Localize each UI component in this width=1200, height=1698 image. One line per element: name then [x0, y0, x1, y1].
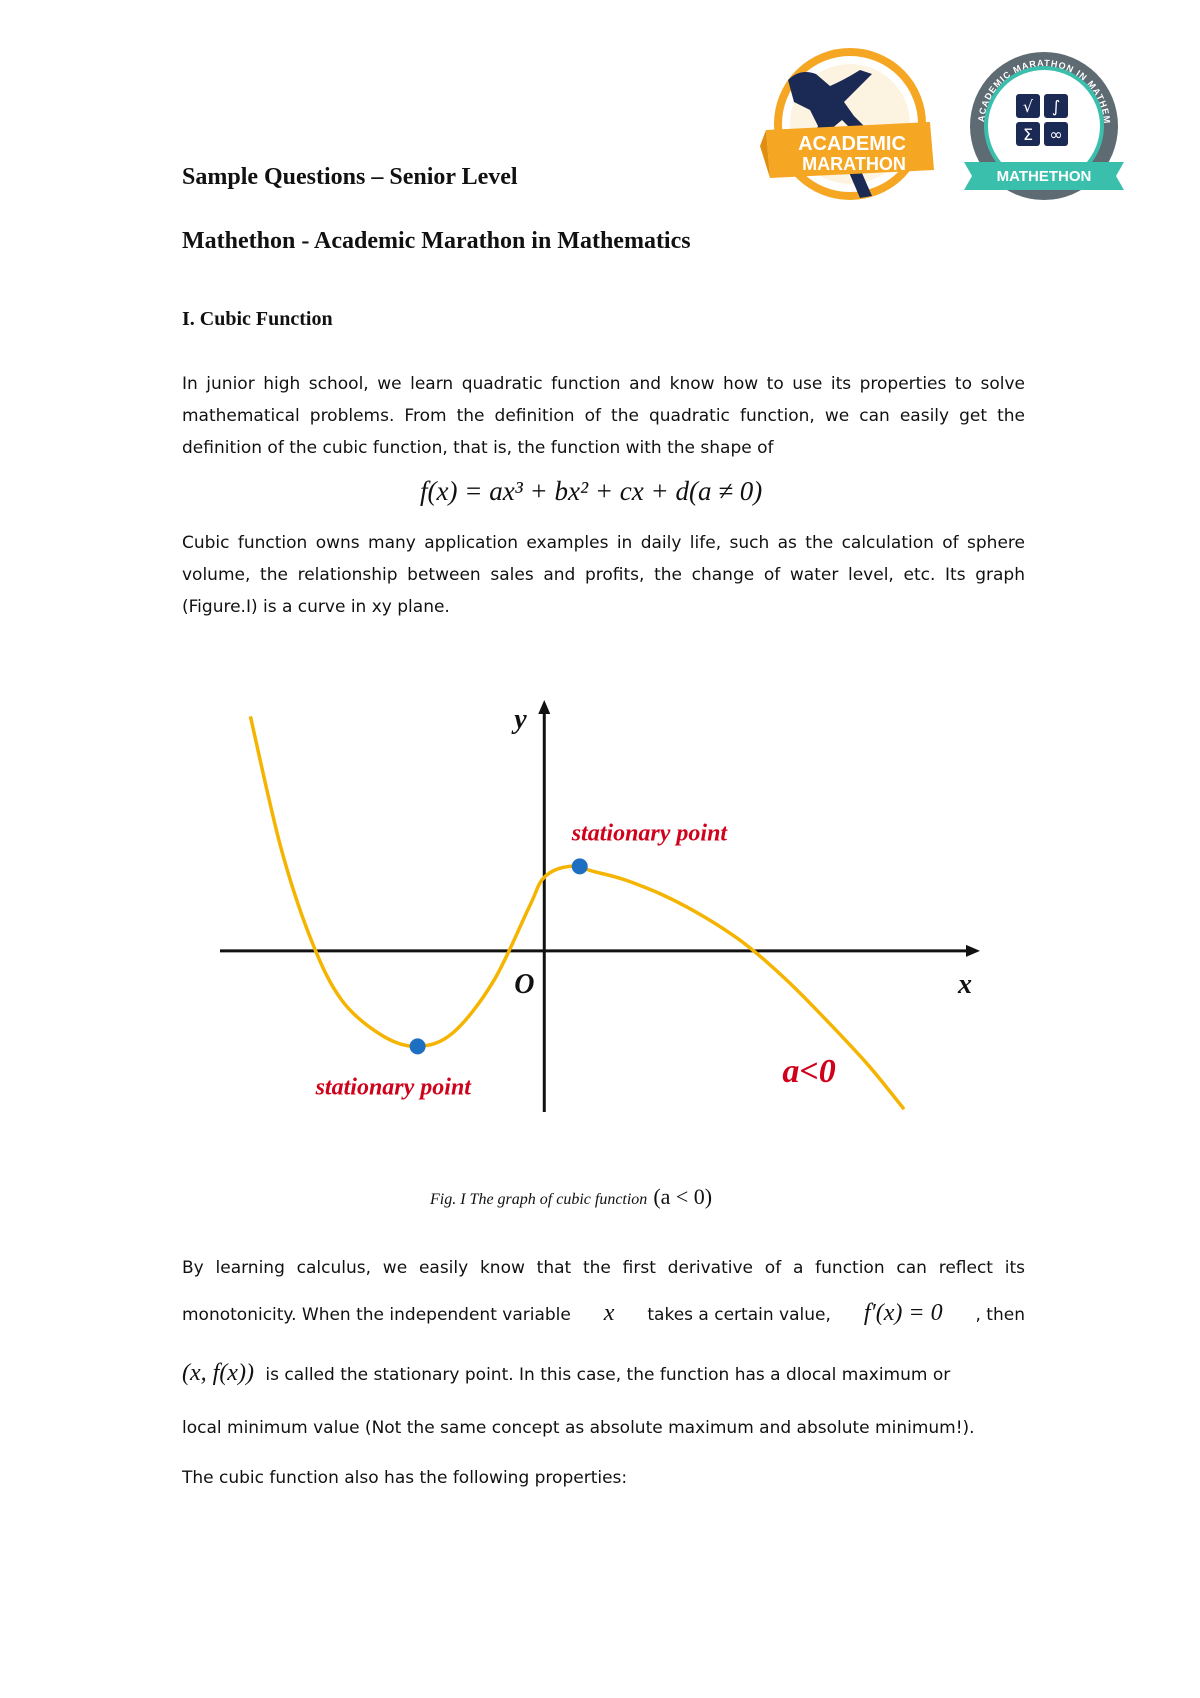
mathethon-logo — [960, 44, 1128, 206]
academic-marathon-logo — [760, 46, 938, 206]
logo-left-line1: ACADEMIC — [798, 133, 906, 155]
x-axis-arrow — [966, 945, 980, 957]
origin-label: O — [514, 968, 535, 1000]
calculus-line-2-text-b: takes a certain value, — [647, 1305, 831, 1325]
section-heading: I. Cubic Function — [182, 308, 333, 330]
stationary-point-label-min: stationary point — [315, 1074, 471, 1101]
figure-caption-text: Fig. I The graph of cubic function — [430, 1191, 648, 1208]
sqrt-icon: √ — [1022, 97, 1034, 116]
cubic-curve — [250, 716, 904, 1109]
integral-icon: ∫ — [1051, 97, 1061, 116]
calculus-line-1-text: By learning calculus, we easily know that the first derivative of a function can reflect its — [182, 1258, 1025, 1278]
page-subtitle: Mathethon - Academic Marathon in Mathematics — [182, 228, 691, 254]
intro-paragraph: In junior high school, we learn quadratic function and know how to use its properties to solve mathematical problems. From the definition of the quadratic function, we can easily get the definition of the cubic function, that is, the function with the shape of — [182, 374, 1025, 458]
page-title: Sample Questions – Senior Level — [182, 164, 518, 190]
stationary-point-max — [572, 858, 588, 874]
figure-caption — [430, 1184, 712, 1210]
sigma-icon: Σ — [1022, 125, 1034, 144]
calculus-line-2 — [182, 1300, 1025, 1327]
stationary-point-min — [410, 1038, 426, 1054]
y-axis-label: y — [514, 704, 527, 735]
stationary-point-math: (x, f(x)) — [182, 1360, 254, 1386]
logo-ring-text: ACADEMIC MARATHON IN MATHEM — [976, 57, 1113, 125]
calculus-line-1 — [182, 1258, 1025, 1278]
calculus-line-2-text-a: monotonicity. When the independent variable — [182, 1305, 571, 1325]
stationary-point-label-max: stationary point — [571, 820, 728, 847]
sign-annotation: a<0 — [782, 1052, 836, 1090]
calculus-line-3 — [182, 1360, 1025, 1387]
calculus-line-3-text: is called the stationary point. In this case, the function has a dlocal maximum or — [265, 1365, 951, 1385]
logo-left-line2: MARATHON — [802, 154, 906, 174]
applications-paragraph: Cubic function owns many application examples in daily life, such as the calculation of sphere volume, the relationship between sales and profits, the change of water level, etc. Its graph (Figure.I) is a curve in xy plane. — [182, 533, 1025, 617]
calculus-line-5: The cubic function also has the following properties: — [182, 1468, 628, 1488]
x-axis-label: x — [958, 968, 972, 1000]
derivative-zero-math: f′(x) = 0 — [863, 1300, 943, 1326]
y-axis-arrow — [538, 700, 550, 714]
cubic-graph — [220, 700, 980, 1120]
independent-variable-math: x — [603, 1300, 615, 1326]
cubic-formula: f(x) = ax³ + bx² + cx + d(a ≠ 0) — [420, 476, 763, 506]
infinity-icon: ∞ — [1049, 125, 1063, 144]
figure-caption-math: (a < 0) — [653, 1184, 713, 1209]
calculus-line-2-text-c: , then — [975, 1305, 1025, 1325]
calculus-line-4: local minimum value (Not the same concept as absolute maximum and absolute minimum!). — [182, 1418, 975, 1438]
logo-banner-text: MATHETHON — [996, 168, 1092, 185]
